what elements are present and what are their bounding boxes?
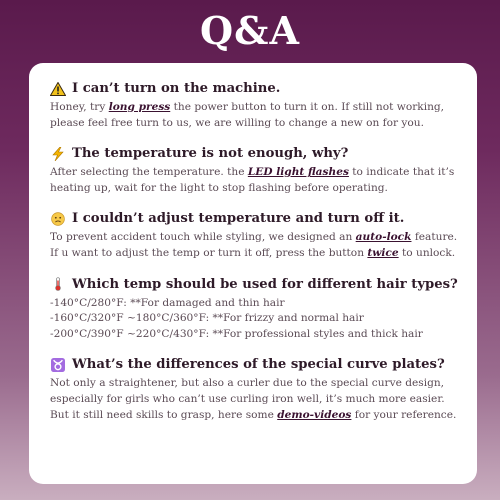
answer-segment: After selecting the temperature. the: [50, 166, 248, 179]
answer-text: [50, 230, 457, 261]
answer-segment: If u want to adjust the temp or turn it off, press the button: [50, 246, 368, 259]
question-heading: [50, 357, 457, 372]
taurus-icon: [50, 358, 66, 372]
answer-line: especially for girls who can’t use curling iron well, it’s much more easier.: [50, 392, 445, 405]
question-heading: [50, 277, 457, 292]
temp-row-damaged: -140°C/280°F: **For damaged and thin hair: [50, 296, 285, 309]
page-title: Q&A: [200, 8, 300, 53]
answer-segment: Honey, try: [50, 101, 109, 113]
answer-line: Not only a straightener, but also a curler due to the special curve design,: [50, 377, 445, 390]
answer-segment: to unlock.: [398, 246, 456, 259]
qa-section-power: [50, 81, 457, 131]
answer-text: [50, 296, 457, 343]
answer-line: please feel free turn to us, we are willing to change a new on for you.: [50, 116, 424, 129]
answer-segment: But it still need skills to grasp, here some: [50, 408, 278, 421]
answer-segment: To prevent accident touch while styling, we designed an: [50, 231, 356, 244]
question-text: The temperature is not enough, why?: [72, 146, 349, 162]
temp-row-normal: -160°C/320°F ~180°C/360°F: **For frizzy and normal hair: [50, 312, 364, 325]
question-heading: [50, 211, 457, 226]
answer-text: [50, 100, 457, 131]
demo-videos-link[interactable]: demo-videos: [277, 408, 352, 421]
answer-segment: for your reference.: [351, 408, 457, 421]
emphasis-auto-lock: auto-lock: [355, 231, 412, 244]
answer-segment: the power button to turn it on. If still not working,: [170, 101, 445, 113]
qa-card: [29, 63, 477, 484]
temp-row-thick: -200°C/390°F ~220°C/430°F: **For professional styles and thick hair: [50, 327, 423, 340]
answer-segment: feature.: [411, 231, 458, 244]
emphasis-led-light: LED light flashes: [247, 166, 349, 179]
qa-section-hair-temp: [50, 277, 457, 343]
question-heading: [50, 146, 457, 161]
question-text: I couldn’t adjust temperature and turn off it.: [72, 211, 405, 227]
thermometer-icon: [50, 277, 66, 291]
sad-face-icon: [50, 212, 66, 226]
qa-section-temperature: [50, 146, 457, 196]
question-heading: [50, 81, 457, 96]
lightning-icon: [50, 147, 66, 161]
question-text: Which temp should be used for different hair types?: [72, 276, 458, 292]
question-text: What’s the differences of the special curve plates?: [72, 357, 445, 373]
answer-segment: to indicate that it’s: [348, 166, 455, 179]
qa-section-curve-plates: [50, 357, 457, 423]
answer-text: [50, 165, 457, 196]
emphasis-long-press: long press: [108, 101, 171, 113]
question-text: I can’t turn on the machine.: [72, 81, 281, 96]
emphasis-twice: twice: [367, 246, 399, 259]
answer-line: heating up, wait for the light to stop flashing before operating.: [50, 181, 388, 194]
warning-icon: [50, 82, 66, 96]
qa-section-autolock: [50, 211, 457, 261]
answer-text: [50, 376, 457, 423]
